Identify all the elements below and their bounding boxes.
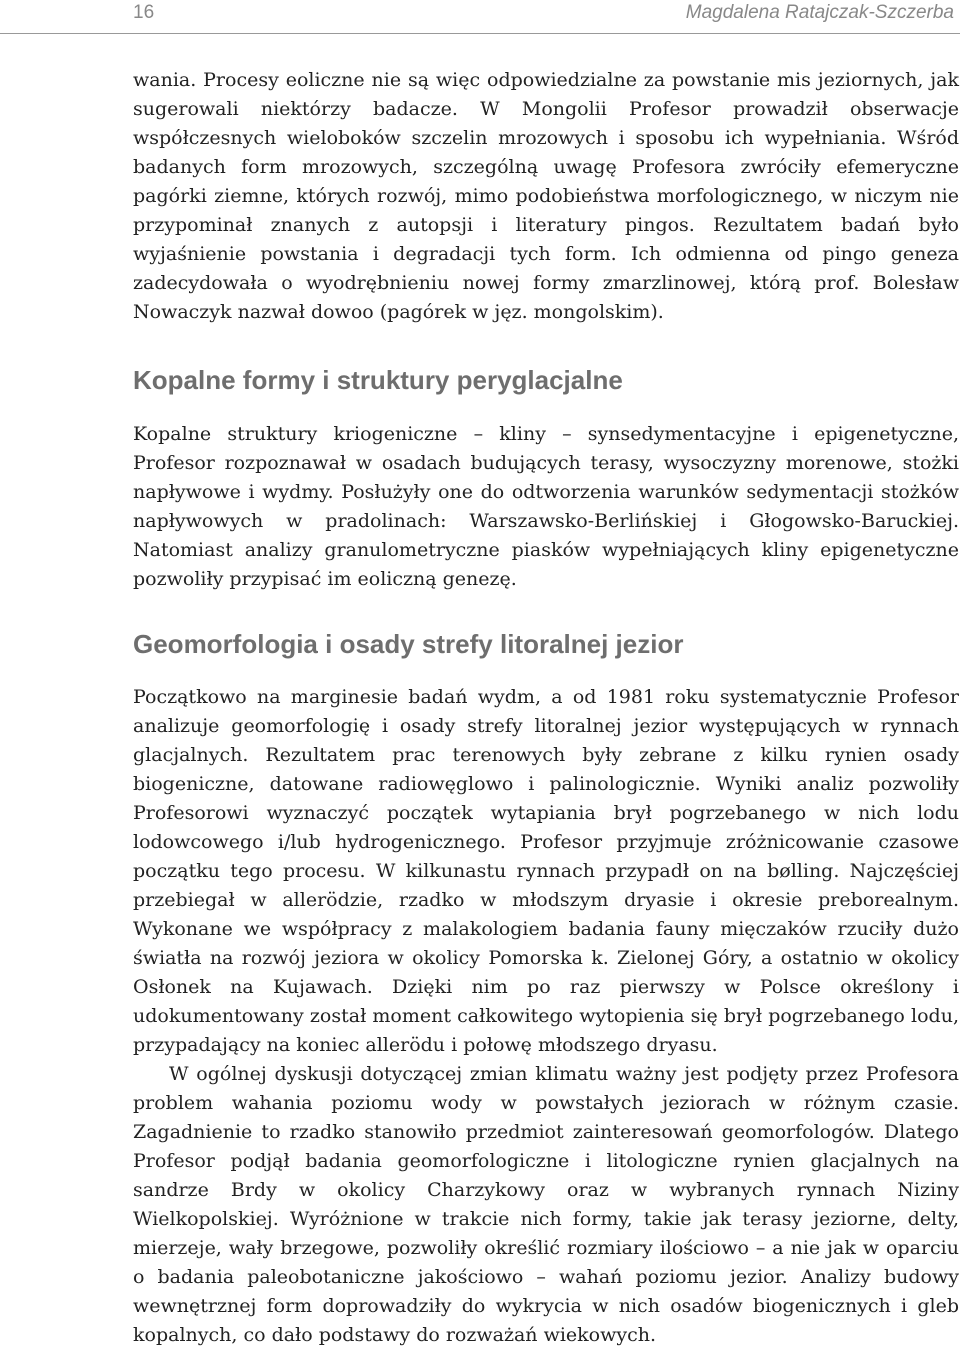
page-body: [133, 66, 959, 1350]
paragraph: W ogólnej dyskusji dotyczącej zmian klimatu ważny jest podjęty przez Profesora problem wahania poziomu wody w powstałych jeziorach w różnym czasie. Zagadnienie to rzadko stanowiło przedmiot zainteresowań geomorfologów. Dlatego Profesor podjął badania geomorfologiczne i litologiczne rynien glacjalnych na sandrze Brdy w okolicy Charzykowy oraz w wybranych rynnach Niziny Wielkopolskiej. Wyróżnione w trakcie nich formy, takie jak terasy jeziorne, delty, mierzeje, wały brzegowe, pozwoliły określić rozmiary ilościowo – a nie jak w oparciu o badania paleobotaniczne jakościowo – wahań poziomu jezior. Analizy budowy wewnętrznej form doprowadziły do wykrycia w nich osadów biogenicznych i gleb kopalnych, co dało podstawy do rozważań wiekowych.: [133, 1063, 959, 1346]
running-author: Magdalena Ratajczak-Szczerba: [685, 2, 954, 23]
page-number: 16: [133, 2, 155, 23]
paragraph: Początkowo na marginesie badań wydm, a od 1981 roku systematycznie Profesor analizuje geomorfologię i osady strefy litoralnej jezior występujących w rynnach glacjalnych. Rezultatem prac terenowych były zebrane z kilku rynien osady biogeniczne, datowane radiowęglowo i palinologicznie. Wyniki analiz pozwoliły Profesorowi wyznaczyć początek wytapiania brył pogrzebanego w nich lodu lodowcowego i/lub hydrogenicznego. Profesor przyjmuje zróżnicowanie czasowe początku tego procesu. W kilkunastu rynnach przypadł on na bølling. Najczęściej przebiegał w allerödzie, rzadko w młodszym dryasie i okresie preborealnym. Wykonane we współpracy z malakologiem badania fauny mięczaków rzuciły dużo światła na rozwój jeziora w okolicy Pomorska k. Zielonej Góry, a ostatnio w okolicy Osłonek na Kujawach. Dzięki nim po raz pierwszy w Polsce określony i udokumentowany został moment całkowitego wytopienia się brył pogrzebanego lodu, przypadający na koniec allerödu i połowę młodszego dryasu.: [133, 686, 959, 1056]
running-header: [0, 0, 960, 34]
section-heading: Kopalne formy i struktury peryglacjalne: [133, 365, 623, 395]
paragraph: wania. Procesy eoliczne nie są więc odpowiedzialne za powstanie mis jeziornych, jak sugerowali niektórzy badacze. W Mongolii Profesor prowadził obserwacje współczesnych wieloboków szczelin mrozowych i sposobu ich wypełniania. Wśród badanych form mrozowych, szczególną uwagę Profesora zwróciły efemeryczne pagórki ziemne, których rozwój, mimo podobieństwa morfologicznego, w niczym nie przypominał znanych z autopsji i literatury pingos. Rezultatem badań było wyjaśnienie powstania i degradacji tych form. Ich odmienna od pingo geneza zadecydowała o wyodrębnieniu nowej formy zmarzlinowej, którą prof. Bolesław Nowaczyk nazwał dowoo (pagórek w jęz. mongolskim).: [133, 69, 959, 323]
paragraph: Kopalne struktury kriogeniczne – kliny – synsedymentacyjne i epigenetyczne, Profesor rozpoznawał w osadach budujących terasy, wysoczyzny morenowe, stożki napływowe i wydmy. Posłużyły one do odtworzenia warunków sedymentacji stożków napływowych w pradolinach: Warszawsko-Berlińskiej i Głogowsko-Baruckiej. Natomiast analizy granulometryczne piasków wypełniających kliny epigenetyczne pozwoliły przypisać im eoliczną genezę.: [133, 423, 959, 590]
section-heading: Geomorfologia i osady strefy litoralnej jezior: [133, 629, 684, 659]
